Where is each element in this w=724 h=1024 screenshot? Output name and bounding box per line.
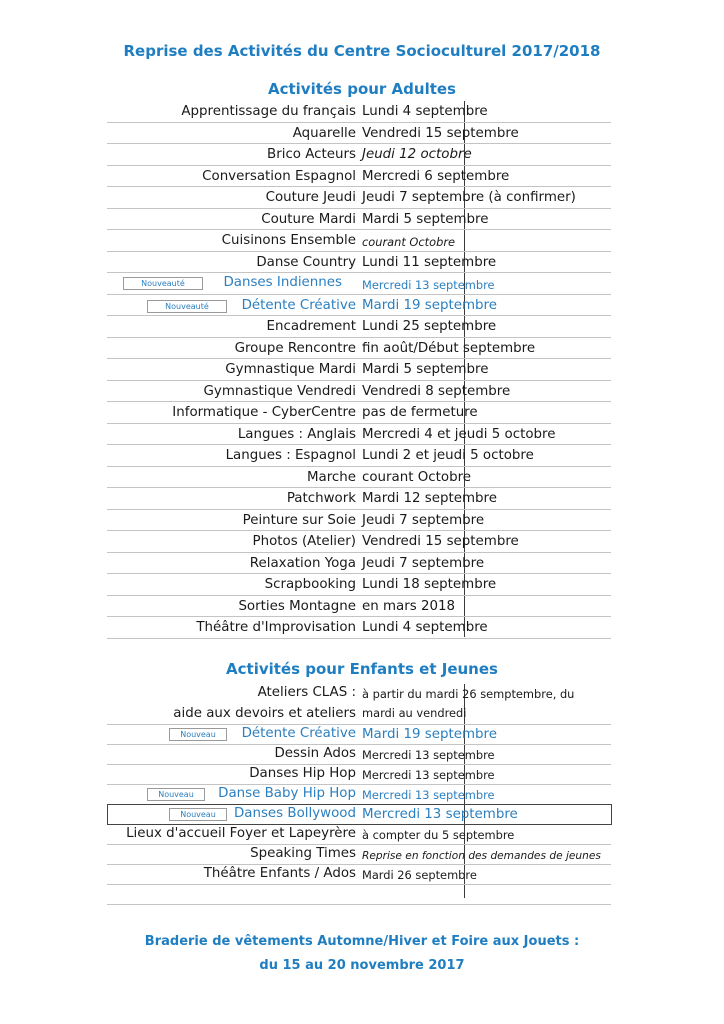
activity-label: Langues : Espagnol — [225, 448, 356, 463]
activity-label: Groupe Rencontre — [234, 340, 356, 356]
activity-date: courant Octobre — [362, 469, 472, 485]
activity-label: Speaking Times — [250, 846, 356, 861]
table-row — [107, 488, 611, 510]
activity-date: Mardi 12 septembre — [362, 491, 497, 506]
activity-label: Marche — [306, 469, 356, 485]
table-row — [107, 725, 611, 745]
activity-label: Théâtre d'Improvisation — [196, 620, 356, 635]
youth-section-title: Activités pour Enfants et Jeunes — [226, 660, 498, 678]
activity-label: Gymnastique Vendredi — [203, 383, 356, 399]
activity-date: Jeudi 7 septembre — [362, 555, 485, 571]
activity-date: Mercredi 6 septembre — [362, 168, 510, 184]
activity-date: pas de fermeture — [362, 405, 478, 420]
new-badge: Nouveauté — [147, 300, 227, 313]
table-row — [107, 295, 611, 317]
table-row — [107, 402, 611, 424]
activity-label: Apprentissage du français — [181, 104, 356, 119]
activity-date: Mercredi 13 septembre — [362, 748, 495, 762]
activity-label: Peinture sur Soie — [242, 512, 356, 528]
activity-date: Vendredi 15 septembre — [362, 534, 519, 549]
table-row — [107, 230, 611, 252]
table-row — [107, 445, 611, 467]
activity-label: Théâtre Enfants / Ados — [203, 866, 356, 881]
activity-date: courant Octobre — [362, 235, 456, 249]
table-row — [107, 209, 611, 231]
activity-label: Ateliers CLAS : — [257, 685, 356, 700]
activity-label: Sorties Montagne — [238, 598, 356, 614]
activity-date: Jeudi 7 septembre (à confirmer) — [362, 190, 576, 205]
activity-label: Informatique - CyberCentre — [172, 405, 356, 420]
activity-label: Lieux d'accueil Foyer et Lapeyrère — [126, 826, 356, 841]
activity-label: Relaxation Yoga — [249, 555, 356, 571]
activity-date: Vendredi 15 septembre — [362, 125, 519, 141]
table-row — [107, 381, 611, 403]
table-row — [107, 187, 611, 209]
activity-date: à compter du 5 septembre — [362, 828, 515, 842]
activity-date: Lundi 2 et jeudi 5 octobre — [362, 448, 534, 463]
activity-date: Mardi 19 septembre — [362, 727, 497, 742]
table-row — [107, 531, 611, 553]
activity-date: Mardi 5 septembre — [362, 362, 489, 377]
table-row — [107, 684, 611, 725]
activity-label: Détente Créative — [241, 297, 356, 313]
activity-date: Mercredi 4 et jeudi 5 octobre — [362, 426, 556, 442]
activity-label: Danses Hip Hop — [249, 766, 356, 781]
table-row — [107, 510, 611, 532]
activity-label: Cuisinons Ensemble — [221, 233, 356, 248]
table-row — [107, 885, 611, 905]
activity-date: Lundi 4 septembre — [362, 620, 488, 635]
activity-date: mardi au vendredi — [362, 706, 467, 720]
activity-date: Jeudi 7 septembre — [362, 512, 485, 528]
activity-label: Scrapbooking — [264, 577, 356, 592]
activity-label: Danse Country — [256, 254, 356, 270]
table-row — [107, 845, 611, 865]
activity-label: Langues : Anglais — [237, 426, 356, 442]
activity-label: Aquarelle — [292, 125, 356, 141]
activity-date: en mars 2018 — [362, 598, 456, 614]
table-row — [107, 123, 611, 145]
activity-label: Patchwork — [286, 491, 356, 506]
activity-label: Gymnastique Mardi — [225, 362, 356, 377]
activity-date: à partir du mardi 26 semptembre, du — [362, 687, 575, 701]
table-row — [107, 424, 611, 446]
activity-date: Mardi 19 septembre — [362, 297, 497, 313]
activity-date: Mercredi 13 septembre — [362, 278, 495, 292]
activity-date: Mardi 5 septembre — [362, 211, 489, 227]
table-row — [107, 805, 611, 825]
activity-date: Lundi 18 septembre — [362, 577, 497, 592]
table-row — [107, 252, 611, 274]
table-row — [107, 273, 611, 295]
activity-label: Danses Indiennes — [223, 275, 342, 290]
activity-date: Mercredi 13 septembre — [362, 768, 495, 782]
table-row — [107, 785, 611, 805]
new-badge: Nouveauté — [123, 277, 203, 290]
activity-date: Mardi 26 septembre — [362, 868, 477, 882]
table-row — [107, 765, 611, 785]
new-badge: Nouveau — [169, 728, 227, 741]
activity-label: Conversation Espagnol — [202, 168, 356, 184]
table-row — [107, 865, 611, 885]
activity-label: Photos (Atelier) — [252, 534, 356, 549]
activity-label: Encadrement — [266, 319, 356, 334]
activity-date: Mercredi 13 septembre — [362, 788, 495, 802]
table-row — [107, 617, 611, 639]
page-title: Reprise des Activités du Centre Socioculturel 2017/2018 — [123, 42, 601, 60]
table-row — [107, 338, 611, 360]
activity-date: Lundi 25 septembre — [362, 319, 497, 334]
table-row — [107, 359, 611, 381]
table-row — [107, 166, 611, 188]
table-row — [107, 316, 611, 338]
table-row — [107, 574, 611, 596]
activity-date: Reprise en fonction des demandes de jeunes — [362, 850, 601, 862]
activity-label: Couture Jeudi — [265, 190, 356, 205]
activity-date: Lundi 11 septembre — [362, 254, 497, 270]
table-row — [107, 745, 611, 765]
table-row — [107, 101, 611, 123]
table-row — [107, 596, 611, 618]
youth-table — [107, 684, 611, 905]
footer-line-2: du 15 au 20 novembre 2017 — [259, 958, 465, 973]
activity-label: Danses Bollywood — [233, 806, 356, 821]
activity-label: aide aux devoirs et ateliers — [173, 706, 356, 721]
activity-date: Jeudi 12 octobre — [362, 147, 472, 162]
table-row — [107, 825, 611, 845]
activity-label: Brico Acteurs — [267, 147, 356, 162]
activity-label: Dessin Ados — [274, 746, 356, 761]
table-row — [107, 144, 611, 166]
adults-section-title: Activités pour Adultes — [267, 80, 456, 98]
activity-label: Couture Mardi — [261, 211, 356, 227]
activity-label: Détente Créative — [241, 726, 356, 741]
footer-line-1: Braderie de vêtements Automne/Hiver et Foire aux Jouets : — [144, 934, 580, 949]
activity-date: Vendredi 8 septembre — [362, 383, 511, 399]
activity-date: Mercredi 13 septembre — [362, 807, 518, 822]
activity-label: Danse Baby Hip Hop — [218, 786, 356, 801]
new-badge: Nouveau — [169, 808, 227, 821]
activity-date: fin août/Début septembre — [362, 340, 536, 356]
activity-date: Lundi 4 septembre — [362, 104, 488, 119]
new-badge: Nouveau — [147, 788, 205, 801]
table-row — [107, 553, 611, 575]
adults-table — [107, 101, 611, 639]
table-row — [107, 467, 611, 489]
